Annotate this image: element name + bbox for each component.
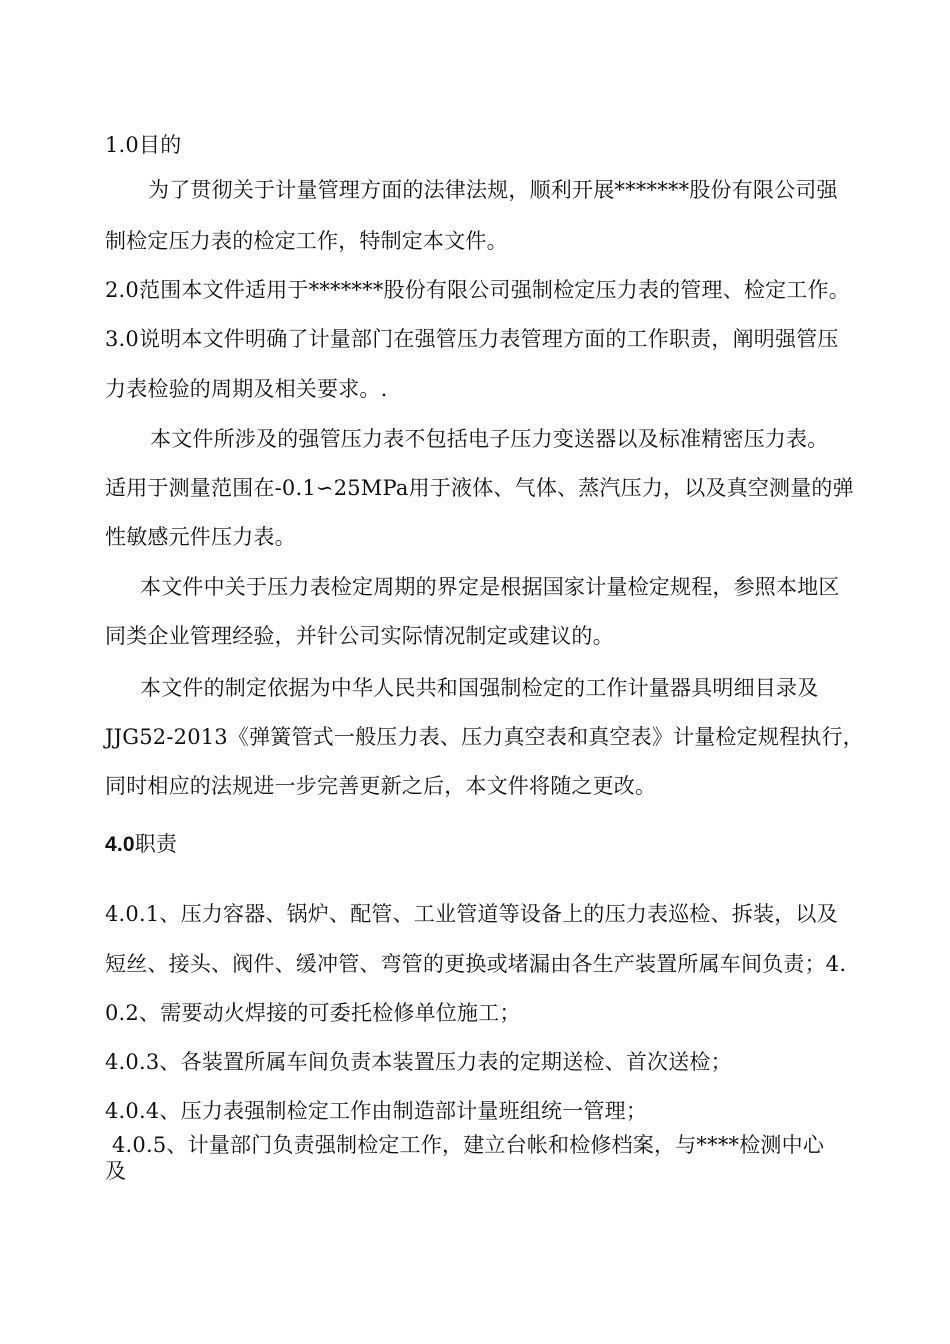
paragraph-line: JJG52-2013《弹簧管式一般压力表、压力真空表和真空表》计量检定规程执行， [105, 725, 864, 749]
paragraph-line: 本文件的制定依据为中华人民共和国强制检定的工作计量器具明细目录及 [140, 676, 819, 700]
duty-line: 短丝、接头、阀件、缓冲管、弯管的更换或堵漏由各生产装置所属车间负责；4. [105, 952, 847, 976]
section-title: 职责 [134, 832, 178, 856]
duty-line: 4.0.4、压力表强制检定工作由制造部计量班组统一管理； [105, 1099, 648, 1123]
duty-line: 及 [105, 1159, 127, 1183]
paragraph-line: 适用于测量范围在-0.1∽25MPa用于液体、气体、蒸汽压力，以及真空测量的弹 [105, 476, 854, 500]
duty-line: 4.0.1、压力容器、锅炉、配管、工业管道等设备上的压力表巡检、拆装，以及 [105, 902, 838, 926]
duty-line: 4.0.5、计量部门负责强制检定工作，建立台帐和检修档案，与****检测中心 [112, 1133, 825, 1157]
heading-3-description: 3.0说明本文件明确了计量部门在强管压力表管理方面的工作职责，阐明强管压 [105, 327, 839, 351]
duty-line: 0.2、需要动火焊接的可委托检修单位施工； [105, 1001, 521, 1025]
paragraph-line: 为了贯彻关于计量管理方面的法律法规，顺利开展*******股份有限公司强 [148, 178, 838, 202]
paragraph-line: 制检定压力表的检定工作，特制定本文件。 [105, 229, 508, 253]
paragraph-line: 性敏感元件压力表。 [105, 525, 296, 549]
paragraph-line: 同时相应的法规进一步完善更新之后，本文件将随之更改。 [105, 774, 657, 798]
heading-4-duties [105, 829, 177, 860]
paragraph-line: 同类企业管理经验，并针公司实际情况制定或建议的。 [105, 624, 614, 648]
paragraph-line: 本文件中关于压力表检定周期的界定是根据国家计量检定规程，参照本地区 [140, 575, 840, 599]
section-number: 4.0 [105, 833, 135, 856]
heading-2-scope: 2.0范围本文件适用于*******股份有限公司强制检定压力表的管理、检定工作。 [105, 278, 850, 302]
heading-1-purpose: 1.0目的 [105, 133, 182, 157]
paragraph-line: 本文件所涉及的强管压力表不包括电子压力变送器以及标准精密压力表。 [150, 427, 829, 451]
paragraph-line: 力表检验的周期及相关要求。. [105, 377, 388, 401]
duty-line: 4.0.3、各装置所属车间负责本装置压力表的定期送检、首次送检； [105, 1050, 732, 1074]
